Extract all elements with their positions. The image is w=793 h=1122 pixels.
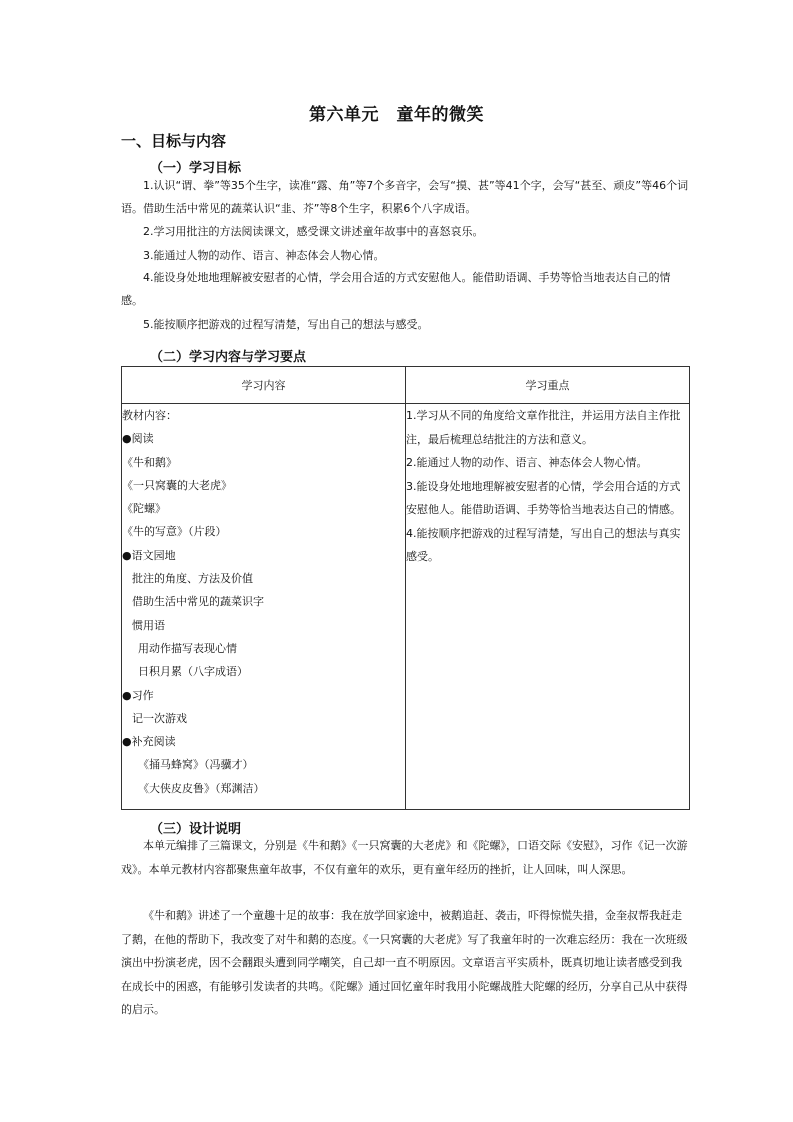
table-body-row	[122, 404, 690, 810]
content-line: 记一次游戏	[132, 711, 187, 725]
content-line: ●阅读	[122, 432, 154, 446]
page-title: 第六单元 童年的微笑	[309, 105, 484, 125]
content-line: 用动作描写表现心情	[138, 641, 237, 655]
goal-item-1: 1.认识“谓、拳”等35个生字，读准“露、角”等7个多音字，会写“摸、甚”等41个字，会写“甚至、顽皮”等46个词语。借助生活中常见的蔬菜认识“韭、芥”等8个生字，积累6个八字成语。	[121, 179, 689, 215]
learning-content-table	[121, 366, 690, 810]
section-heading-goals-content: 一、目标与内容	[121, 132, 227, 150]
content-line: 《捅马蜂窝》（冯骥才）	[138, 758, 254, 772]
content-line: 《牛和鹅》	[122, 455, 177, 469]
focus-cell	[406, 404, 690, 810]
subheading-design-notes: （三）设计说明	[150, 822, 242, 837]
focus-item-3: 3.能设身处地地理解被安慰者的心情，学会用合适的方式安慰他人。能借助语调、手势等恰当地表达自己的情感。	[406, 479, 681, 516]
content-line: 惯用语	[132, 618, 165, 632]
focus-item-4: 4.能按顺序把游戏的过程写清楚，写出自己的想法与真实感受。	[406, 526, 681, 563]
subheading-learning-goals: （一）学习目标	[150, 161, 242, 176]
content-line: 《牛的写意》（片段）	[122, 525, 227, 539]
content-line: 《大侠皮皮鲁》（郑渊洁）	[138, 781, 265, 795]
goal-item-2: 2.学习用批注的方法阅读课文，感受课文讲述童年故事中的喜怒哀乐。	[143, 225, 484, 238]
content-cell	[122, 404, 406, 810]
content-line: 《一只窝囊的大老虎》	[122, 478, 232, 492]
content-line: ●补充阅读	[122, 735, 176, 749]
focus-item-2: 2.能通过人物的动作、语言、神态体会人物心情。	[406, 456, 648, 469]
focus-item-1: 1.学习从不同的角度给文章作批注，并运用方法自主作批注，最后梳理总结批注的方法和意义。	[406, 409, 681, 446]
goal-item-3: 3.能通过人物的动作、语言、神态体会人物心情。	[143, 249, 385, 262]
content-line: 日积月累（八字成语）	[138, 665, 248, 679]
content-line: 《陀螺》	[122, 502, 166, 516]
content-line: 教材内容：	[122, 409, 177, 422]
content-line: 借助生活中常见的蔬菜识字	[132, 595, 264, 609]
content-line: ●语文园地	[122, 548, 176, 562]
content-line: 批注的角度、方法及价值	[132, 572, 253, 586]
subheading-learning-content: （二）学习内容与学习要点	[150, 350, 307, 365]
design-paragraph-2: 《牛和鹅》讲述了一个童趣十足的故事：我在放学回家途中，被鹅追赶、袭击，吓得惊慌失措，金奎叔帮我赶走了鹅，在他的帮助下，我改变了对牛和鹅的态度。《一只窝囊的大老虎》写了我童年时的一次难忘经历：我在一次班级演出中扮演老虎，因不会翻跟头遭到同学嘲笑，自己却一直不明原因。文章语言平实质朴，既真切地让读者感受到我在成长中的困惑，有能够引发读者的共鸣。《陀螺》通过回忆童年时我用小陀螺战胜大陀螺的经历，分享自己从中获得的启示。	[121, 909, 688, 1016]
table-header-row	[122, 367, 690, 404]
content-line: ●习作	[122, 688, 154, 702]
design-paragraph-1: 本单元编排了三篇课文，分别是《牛和鹅》《一只窝囊的大老虎》和《陀螺》，口语交际《安慰》，习作《记一次游戏》。本单元教材内容都聚焦童年故事，不仅有童年的欢乐，更有童年经历的挫折，让人回味，叫人深思。	[121, 839, 688, 876]
goal-item-5: 5.能按顺序把游戏的过程写清楚，写出自己的想法与感受。	[143, 318, 429, 331]
table-header-content: 学习内容	[122, 367, 406, 404]
table-header-focus: 学习重点	[406, 367, 690, 404]
goal-item-4: 4.能设身处地地理解被安慰者的心情，学会用合适的方式安慰他人。能借助语调、手势等恰当地表达自己的情感。	[121, 271, 671, 307]
